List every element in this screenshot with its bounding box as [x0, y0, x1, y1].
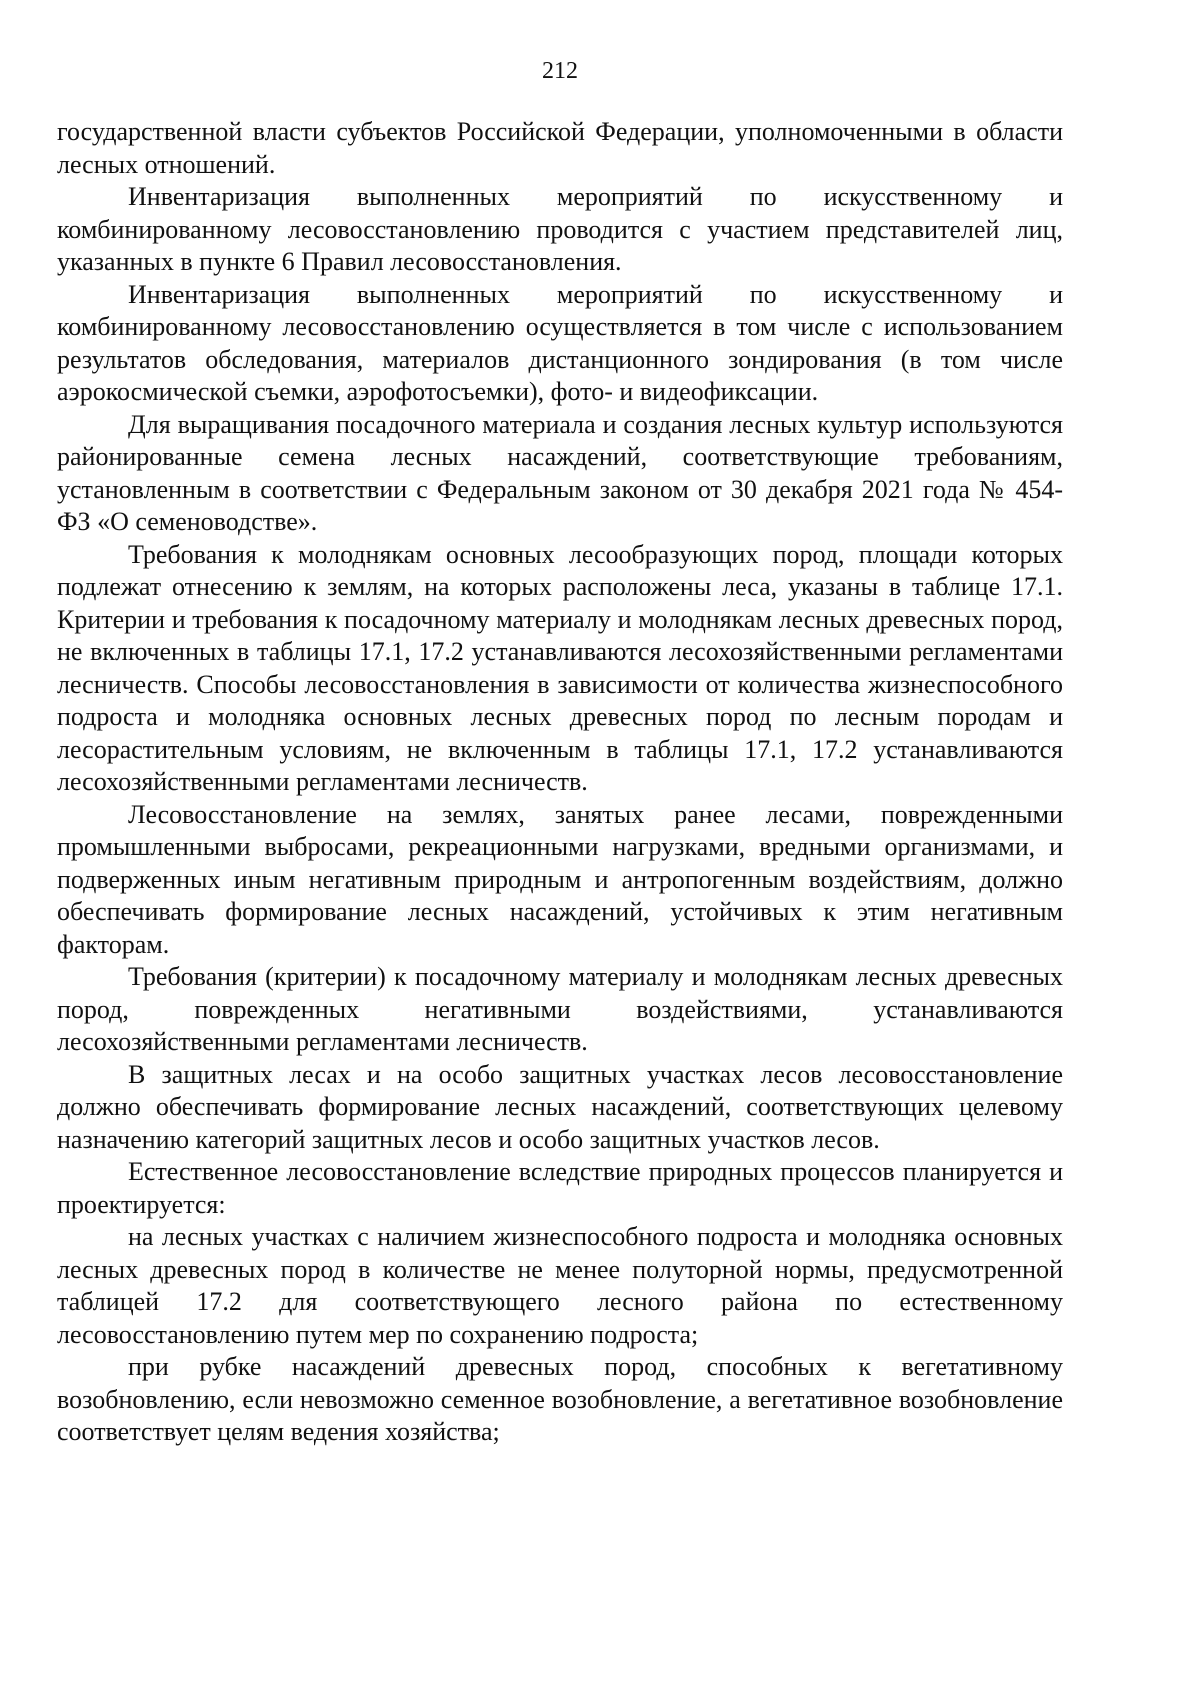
paragraph: Естественное лесовосстановление вследствие природных процессов планируется и проектируется: — [57, 1157, 1063, 1219]
paragraph: при рубке насаждений древесных пород, способных к вегетативному возобновлению, если невозможно семенное возобновление, а вегетативное возобновление соответствует целям ведения хозяйства; — [57, 1352, 1063, 1446]
paragraph: Требования к молоднякам основных лесообразующих пород, площади которых подлежат отнесению к землям, на которых расположены леса, указаны в таблице 17.1. Критерии и требования к посадочному материалу и молоднякам лесных древесных пород, не включенных в таблицы 17.1, 17.2 устанавливаются лесохозяйственными регламентами лесничеств. Способы лесовосстановления в зависимости от количества жизнеспособного подроста и молодняка основных лесных древесных пород по лесным породам и лесорастительным условиям, не включенным в таблицы 17.1, 17.2 устанавливаются лесохозяйственными регламентами лесничеств. — [57, 539, 1063, 796]
paragraph: Для выращивания посадочного материала и создания лесных культур используются районированные семена лесных насаждений, соответствующие требованиям, установленным в соответствии с Федеральным законом от 30 декабря 2021 года № 454-ФЗ «О семеноводстве». — [57, 409, 1063, 536]
paragraph: Инвентаризация выполненных мероприятий по искусственному и комбинированному лесовосстановлению осуществляется в том числе с использованием результатов обследования, материалов дистанционного зондирования (в том числе аэрокосмической съемки, аэрофотосъемки), фото- и видеофиксации. — [57, 279, 1063, 406]
paragraph: Требования (критерии) к посадочному материалу и молоднякам лесных древесных пород, поврежденных негативными воздействиями, устанавливаются лесохозяйственными регламентами лесничеств. — [57, 962, 1063, 1056]
page-number: 212 — [542, 58, 578, 84]
paragraph: Инвентаризация выполненных мероприятий по искусственному и комбинированному лесовосстановлению проводится с участием представителей лиц, указанных в пункте 6 Правил лесовосстановления. — [57, 182, 1063, 276]
paragraph: Лесовосстановление на землях, занятых ранее лесами, поврежденными промышленными выбросами, рекреационными нагрузками, вредными организмами, и подверженных иным негативным природным и антропогенным воздействиям, должно обеспечивать формирование лесных насаждений, устойчивых к этим негативным факторам. — [57, 799, 1063, 959]
paragraph: государственной власти субъектов Российской Федерации, уполномоченными в области лесных отношений. — [57, 117, 1063, 179]
paragraph: на лесных участках с наличием жизнеспособного подроста и молодняка основных лесных древесных пород в количестве не менее полуторной нормы, предусмотренной таблицей 17.2 для соответствующего лесного района по естественному лесовосстановлению путем мер по сохранению подроста; — [57, 1222, 1063, 1349]
document-body — [57, 116, 1063, 1449]
paragraph: В защитных лесах и на особо защитных участках лесов лесовосстановление должно обеспечивать формирование лесных насаждений, соответствующих целевому назначению категорий защитных лесов и особо защитных участков лесов. — [57, 1059, 1063, 1154]
